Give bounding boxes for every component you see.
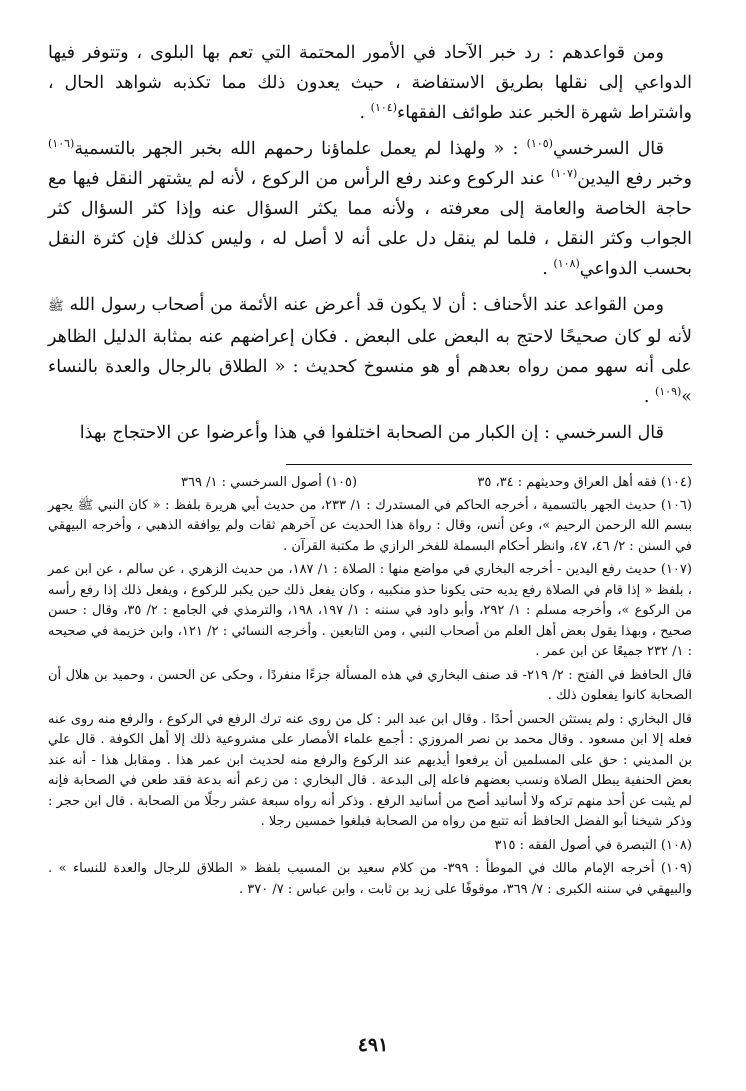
footnote-108: (١٠٨) التبصرة في أصول الفقه : ٣١٥ (494, 837, 692, 853)
paragraph-4: قال السرخسي : إن الكبار من الصحابة اختلفوا في هذا وأعرضوا عن الاحتجاج بهذا (79, 423, 664, 443)
footnotes (48, 473, 692, 900)
salawat-glyph-icon: ﷺ (48, 299, 64, 314)
paragraph-1: ومن قواعدهم : رد خبر الآحاد في الأمور المحتمة التي تعم بها البلوى ، وتتوفر فيها الدواعي إلى نقلها بطريق الاستفاضة ، حيث يعدون ذلك مما تكذبه شواهد الحال ، واشتراط شهرة الخبر عند طوائف الفقهاء$^{(١٠٤)}$ . (48, 43, 692, 123)
footnote-ref-109[interactable]: (١٠٩) (654, 385, 682, 399)
paragraph-2: قال السرخسي$^{(١٠٥)}$ : « ولهذا لم يعمل علماؤنا رحمهم الله بخبر الجهر بالتسمية$^{(١٠٦)}$ وخبر رفع اليدين$^{(١٠٧)}$ عند الركوع وعند رفع الرأس من الركوع ، لأنه لم يشتهر النقل فيها مع حاجة الخاصة والعامة إلى معرفته ، ولأنه مما يكثر السؤال عنه وإذا كثر السؤال كثر الجواب وكثر النقل ، فلما لم ينقل دل على أنه لا أصل له ، وليس كذلك فإن كثرة النقل بحسب الدواعي$^{(١٠٨)}$ . (48, 137, 692, 279)
footnote-row-104-105 (48, 473, 692, 494)
footnote-ref-105[interactable]: (١٠٥) (526, 137, 553, 151)
footnote-107-continued-2: قال البخاري : ولم يستثن الحسن أحدًا . وقال ابن عبد البر : كل من روى عنه ترك الرفع في الركوع ، والرفع منه روى عنه فعله إلا ابن مسعود . وقال محمد بن نصر المروزي : أجمع علماء الأمصار على مشروعية ذلك إلا أهل الكوفة . قال علي بن المديني : حق على المسلمين أن يرفعوا أيديهم عند الركوع والرفع منه لحديث ابن عمر هذا . ومقابل هذا - أنه عند بعض الحنفية يبطل الصلاة ونسب بعضهم فاعله إلى البدعة . قال البخاري : من زعم أنه بدعة فقد طعن في الصحابة فإنه لم يثبت عن أحد منهم تركه ولا أسانيد أصح من أسانيد الرفع . وذكر أنه رواه سبعة عشر رجلًا من الصحابة . قال ابن حجر : وذكر شيخنا أبو الفضل الحافظ أنه تتبع من رواه من الصحابة فبلغوا خمسين رجلا . (48, 711, 692, 829)
page-number: ٤٩١ (357, 1034, 389, 1056)
footnote-ref-104[interactable]: (١٠٤) (370, 101, 397, 115)
footnote-ref-106[interactable]: (١٠٦) (48, 137, 75, 151)
footnote-ref-108[interactable]: (١٠٨) (553, 257, 580, 271)
main-text (48, 38, 692, 448)
footnote-107-continued-1: قال الحافظ في الفتح : ٢/ ٢١٩- قد صنف البخاري في هذه المسألة جزءًا منفردًا ، وحكى عن الحسن ، وحميد بن هلال أن الصحابة كانوا يفعلون ذلك . (48, 667, 692, 703)
footnote-ref-107[interactable]: (١٠٧) (550, 167, 578, 181)
footnote-109: (١٠٩) أخرجه الإمام مالك في الموطأ : ٣٩٩- من كلام سعيد بن المسيب بلفظ « الطلاق للرجال والعدة للنساء » . والبيهقي في سننه الكبرى : ٧/ ٣٦٩، موقوفًا على زيد بن ثابت ، وابن عباس : ٧/ ٣٧٠ . (48, 861, 692, 897)
footnote-104: (١٠٤) فقه أهل العراق وحديثهم : ٣٤، ٣٥ (477, 475, 692, 490)
footnote-105: (١٠٥) أصول السرخسي : ١/ ٣٦٩ (181, 475, 358, 490)
footnote-separator (286, 464, 692, 465)
footnote-106: (١٠٦) حديث الجهر بالتسمية ، أخرجه الحاكم في المستدرك : ١/ ٢٣٣، من حديث أبي هريرة بلفظ : « كان النبي ﷺ يجهر ببسم الله الرحمن الرحيم »، وعن أنس، وقال : رواة هذا الحديث عن آخرهم ثقات ولم يوافقه الذهبي ، وأخرجه البيهقي في السنن : ٢/ ٤٦، ٤٧، وانظر أحكام البسملة للفخر الرازي ط مكتبة القرآن . (48, 497, 692, 554)
paragraph-3: ومن القواعد عند الأحناف : أن لا يكون قد أعرض عنه الأئمة من أصحاب رسول الله ﷺ لأنه لو كان صحيحًا لاحتج به البعض على البعض . فكان إعراضهم عنه بمثابة الدليل الظاهر على أنه سهو ممن رواه بعدهم أو هو منسوخ كحديث : « الطلاق بالرجال والعدة بالنساء »$^{(١٠٩)}$ . (48, 295, 692, 407)
footnote-107: (١٠٧) حديث رفع اليدين - أخرجه البخاري في مواضع منها : الصلاة : ١/ ١٨٧، من حديث الزهري ، عن سالم ، عن ابن عمر ، بلفظ « إذا قام في الصلاة رفع يديه حتى يكونا حذو منكبيه ، وكان يفعل ذلك حين يكبر للركوع ، ويفعل ذلك إذا رفع رأسه من الركوع »، وأخرجه مسلم : ١/ ٢٩٢، وأبو داود في سننه : ١/ ١٩٧، ١٩٨، والترمذي في الجامع : ٢/ ٣٥، وقال : حسن صحيح ، وبهذا يقول بعض أهل العلم من أصحاب النبي ، ومن التابعين . وأخرجه النسائي : ٢/ ١٢١، وابن خزيمة في صحيحه : ١/ ٢٣٢ جميعًا عن ابن عمر . (48, 562, 693, 659)
